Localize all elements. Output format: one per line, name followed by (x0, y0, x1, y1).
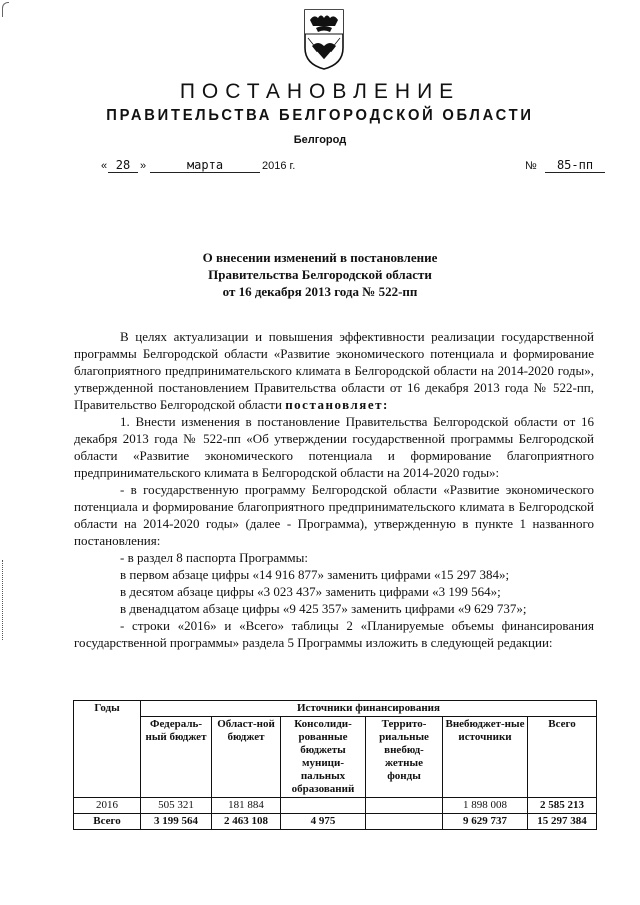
date-day: 28 (108, 158, 138, 173)
issuer-title: ПРАВИТЕЛЬСТВА БЕЛГОРОДСКОЙ ОБЛАСТИ (106, 107, 534, 124)
col-federal-header: Федераль-ный бюджет (141, 717, 212, 798)
col-extrabudget-header: Внебюджет-ные источники (443, 717, 528, 798)
cell-territorial (366, 798, 443, 814)
cell-territorial (366, 814, 443, 830)
heading-line-2: Правительства Белгородской области (208, 267, 432, 282)
cell-extrabudget: 1 898 008 (443, 798, 528, 814)
document-heading (0, 249, 640, 300)
financing-table (73, 700, 597, 830)
preamble-text: В целях актуализации и повышения эффективности реализации государственной программы Белгородской области «Развитие экономического потенциала и формирование благоприятного предпринимательского климата в Белгородской области на 2014-2020 годы», утвержденной постановлением Правительства области от 16 декабря 2013 года № 522-пп, Правительство Белгородской области (74, 329, 594, 412)
row-year: Всего (74, 814, 141, 830)
sources-group-header: Источники финансирования (141, 701, 597, 717)
document-number: 85-пп (545, 158, 605, 173)
cell-federal: 505 321 (141, 798, 212, 814)
col-regional-header: Област-ной бюджет (212, 717, 281, 798)
document-type-title: ПОСТАНОВЛЕНИЕ (179, 80, 461, 103)
city-label: Белгород (293, 134, 347, 146)
cell-federal: 3 199 564 (141, 814, 212, 830)
date-quote-open: « (101, 160, 108, 172)
document-body (74, 328, 594, 651)
table-header-row-1 (74, 701, 597, 717)
date-year: 2016 г. (262, 160, 296, 172)
col-municipal-header: Консолиди-рованные бюджеты муници-пальных образований (281, 717, 366, 798)
heading-line-1: О внесении изменений в постановление (202, 250, 438, 265)
cell-total: 15 297 384 (528, 814, 597, 830)
cell-regional: 2 463 108 (212, 814, 281, 830)
paragraph-item-1: 1. Внести изменения в постановление Правительства Белгородской области от 16 декабря 2013 года № 522-пп «Об утверждении государственной программы Белгородской области «Развитие экономического потенциала и формирование благоприятного предпринимательского климата в Белгородской области на 2014-2020 годы»: (74, 414, 594, 480)
resolves-keyword: постановляет: (285, 397, 389, 412)
date-month: марта (150, 158, 260, 173)
scan-edge-mark (2, 560, 6, 640)
cell-total: 2 585 213 (528, 798, 597, 814)
cell-extrabudget: 9 629 737 (443, 814, 528, 830)
col-years-header: Годы (74, 701, 141, 798)
row-year: 2016 (74, 798, 141, 814)
cell-regional: 181 884 (212, 798, 281, 814)
paragraph-twelfth-abzats: в двенадцатом абзаце цифры «9 425 357» заменить цифрами «9 629 737»; (120, 601, 527, 616)
heading-line-3: от 16 декабря 2013 года № 522-пп (222, 284, 418, 299)
paragraph-first-abzats: в первом абзаце цифры «14 916 877» заменить цифрами «15 297 384»; (120, 567, 510, 582)
number-label: № (525, 160, 537, 172)
cell-municipal (281, 798, 366, 814)
date-quote-close: » (140, 160, 147, 172)
paragraph-preamble (74, 328, 594, 413)
paragraph-program-change: - в государственную программу Белгородской области «Развитие экономического потенциала и формирование благоприятного предпринимательского климата в Белгородской области на 2014-2020 годы» (далее - Программа), утвержденную в пункте 1 названного постановления: (74, 482, 594, 548)
paragraph-section-8: - в раздел 8 паспорта Программы: (120, 550, 308, 565)
scan-corner-mark (2, 2, 9, 17)
col-territorial-header: Террито-риальные внебюд-жетные фонды (366, 717, 443, 798)
coat-of-arms-icon (302, 8, 346, 70)
paragraph-tenth-abzats: в десятом абзаце цифры «3 023 437» заменить цифрами «3 199 564»; (120, 584, 501, 599)
col-total-header: Всего (528, 717, 597, 798)
paragraph-table-rows: - строки «2016» и «Всего» таблицы 2 «Планируемые объемы финансирования государственной программы» раздела 5 Программы изложить в следующей редакции: (74, 618, 594, 650)
date-number-row (0, 158, 640, 178)
table-row (74, 798, 597, 814)
cell-municipal: 4 975 (281, 814, 366, 830)
table-header-row-2 (74, 717, 597, 798)
table-row (74, 814, 597, 830)
